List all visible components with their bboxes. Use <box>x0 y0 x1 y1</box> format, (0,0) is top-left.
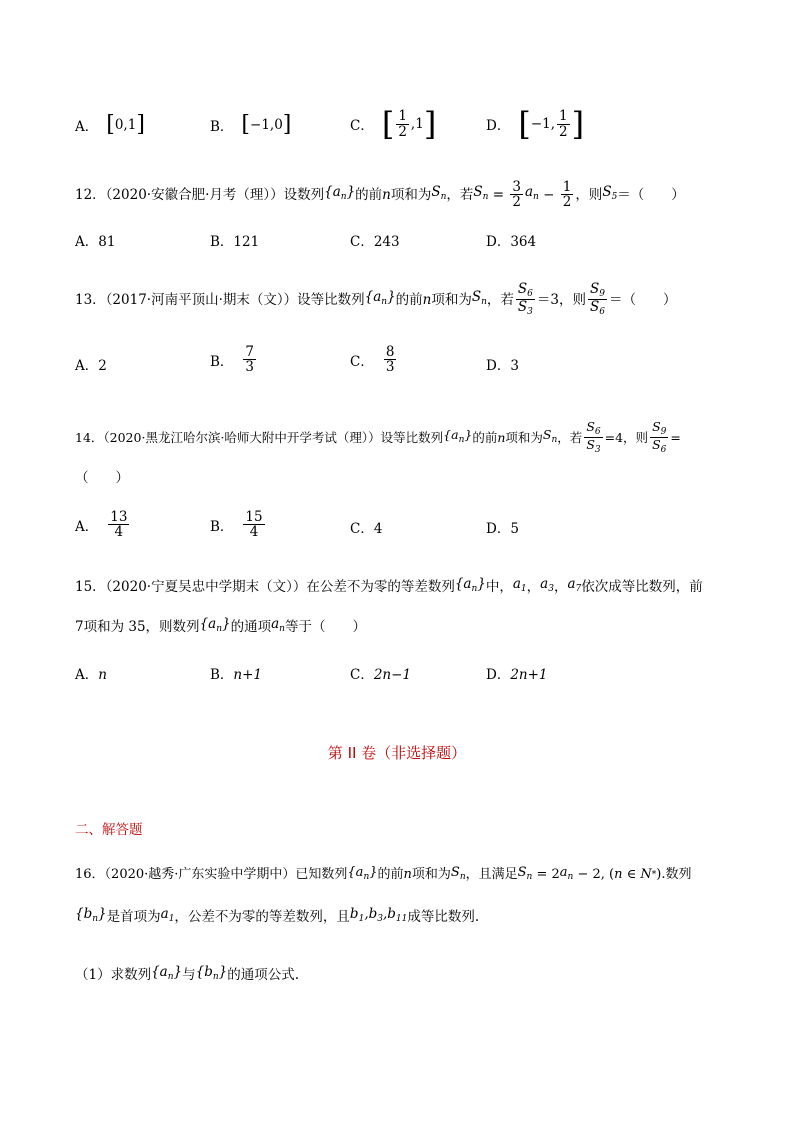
option-value: ,1 <box>410 116 424 132</box>
q15-option-b: B．n+1 <box>210 667 263 683</box>
q13-option-b: B． $\frac{7}{3}$ <box>210 344 255 376</box>
option-value: 0,1 <box>114 116 137 133</box>
part-title: 二、解答题 <box>75 822 143 838</box>
q15-option-c: C．2n−1 <box>350 667 412 683</box>
q12-option-b: B．121 <box>210 234 260 250</box>
q14-option-a: A． $\frac{13}{4}$ <box>75 509 128 541</box>
q15-option-a: A．n <box>75 667 107 683</box>
option-label: C． <box>350 118 374 134</box>
question-16-stem-line1: 16．（2020·越秀·广东实验中学期中）已知数列 $\{a_n\}$ 的前 n 项和为 $S_n$ ，且满足 $S_n$ = 2 $a_n$ − 2, ( n ∈ N * ) .数列 <box>75 865 692 882</box>
option-label: B． <box>210 118 234 135</box>
q14-option-c: C．4 <box>350 521 383 537</box>
question-14-answer-paren: （ ） <box>75 470 129 486</box>
question-15-stem-line2: 7项和为 35，则数列 $\{a_n\}$ 的通项 $a_n$ 等于（ ） <box>75 616 366 635</box>
question-14-stem: 14．（2020·黑龙江哈尔滨·哈师大附中开学考试（理））设等比数列 $\{a_n\}$ 的前 n 项和为 $S_n$ ，若 $\frac{S_6}{S_3}$ =4，则 $\frac{S_9}{S_6}$ = <box>75 419 681 456</box>
question-16-subquestion-1: （1）求数列 $\{a_n\}$ 与 $\{b_n\}$ 的通项公式. <box>75 964 300 983</box>
option-value: −1, <box>530 116 556 132</box>
section-title: 第 II 卷（非选择题） <box>327 744 467 762</box>
q13-option-c: C． $\frac{8}{3}$ <box>350 344 395 376</box>
q12-option-c: C．243 <box>350 234 400 250</box>
q11-option-a: A． [ 0,1 ] <box>75 112 145 137</box>
q11-option-b: B． [ −1,0 ] <box>210 112 292 137</box>
question-15-stem-line1: 15．（2020·宁夏吴忠中学期末（文））在公差不为零的等差数列 $\{a_n\}$ 中， $a_1$ ， $a_3$ ， $a_7$ 依次成等比数列，前 <box>75 576 703 595</box>
q15-option-d: D．2n+1 <box>486 667 548 683</box>
q11-option-c: C． [ $\frac{1}{2}$ ,1 ] <box>350 105 437 143</box>
q12-option-d: D．364 <box>486 234 537 250</box>
question-16-stem-line2: $\{b_n\}$ 是首项为 $a_1$ ，公差不为零的等差数列，且 $b_1,b_3,b_{11}$ 成等比数列. <box>75 906 480 925</box>
option-label: D． <box>486 118 511 134</box>
q14-option-b: B． $\frac{15}{4}$ <box>210 509 263 541</box>
q12-option-a: A．81 <box>75 234 116 250</box>
option-value: −1,0 <box>250 116 283 133</box>
question-13-stem: 13．（2017·河南平顶山·期末（文））设等比数列 $\{a_n\}$ 的前 n 项和为 $S_n$ ，若 $\frac{S_6}{S_3}$ ＝3，则 $\frac{S_9}{S_6}$ ＝（ ） <box>75 281 677 318</box>
q13-option-d: D．3 <box>486 358 519 374</box>
q13-option-a: A．2 <box>75 358 107 374</box>
q11-option-d: D． [ −1, $\frac{1}{2}$ ] <box>486 105 585 143</box>
option-label: A． <box>75 118 99 135</box>
q14-option-d: D．5 <box>486 521 519 537</box>
question-12-stem: 12．（2020·安徽合肥·月考（理））设数列 $\{a_n\}$ 的前 n 项和为 $S_n$ ，若 $S_n$ = $\frac{3}{2}$ $a_n$ − $\frac{1}{2}$ ，则 $S_5$ ＝（ ） <box>75 179 685 211</box>
